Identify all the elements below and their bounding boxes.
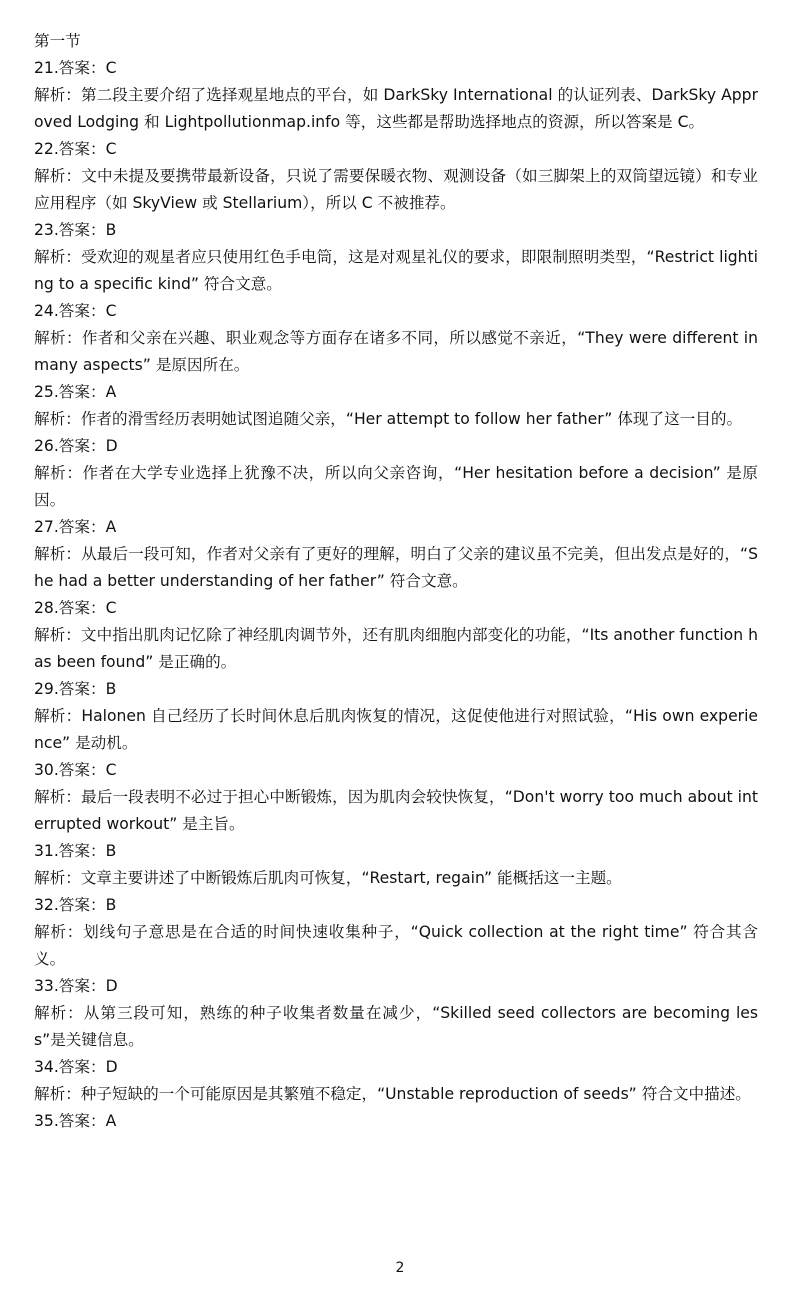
explanation-22: 解析：文中未提及要携带最新设备，只说了需要保暖衣物、观测设备（如三脚架上的双筒望远镜）和专业应用程序（如 SkyView 或 Stellarium），所以 C 不被推荐。 [34, 167, 758, 212]
answer-27: 27.答案：A [34, 518, 117, 536]
page-number: 2 [395, 1260, 405, 1276]
answer-key-page [34, 28, 758, 1135]
explanation-33: 解析：从第三段可知，熟练的种子收集者数量在减少，“Skilled seed collectors are becoming less”是关键信息。 [34, 1004, 758, 1049]
explanation-27: 解析：从最后一段可知，作者对父亲有了更好的理解，明白了父亲的建议虽不完美，但出发点是好的，“She had a better understanding of her father” 符合文意。 [34, 545, 758, 590]
explanation-26: 解析：作者在大学专业选择上犹豫不决，所以向父亲咨询，“Her hesitation before a decision” 是原因。 [34, 464, 758, 509]
explanation-23: 解析：受欢迎的观星者应只使用红色手电筒，这是对观星礼仪的要求，即限制照明类型，“Restrict lighting to a specific kind” 符合文意。 [34, 248, 758, 293]
explanation-30: 解析：最后一段表明不必过于担心中断锻炼，因为肌肉会较快恢复，“Don't worry too much about interrupted workout” 是主旨。 [34, 788, 758, 833]
answer-35: 35.答案：A [34, 1112, 117, 1130]
explanation-28: 解析：文中指出肌肉记忆除了神经肌肉调节外，还有肌肉细胞内部变化的功能，“Its another function has been found” 是正确的。 [34, 626, 758, 671]
answer-31: 31.答案：B [34, 842, 117, 860]
answer-21: 21.答案：C [34, 59, 117, 77]
answer-25: 25.答案：A [34, 383, 117, 401]
answer-32: 32.答案：B [34, 896, 117, 914]
explanation-31: 解析：文章主要讲述了中断锻炼后肌肉可恢复，“Restart, regain” 能概括这一主题。 [34, 869, 622, 887]
answer-28: 28.答案：C [34, 599, 117, 617]
explanation-21: 解析：第二段主要介绍了选择观星地点的平台，如 DarkSky International 的认证列表、DarkSky Approved Lodging 和 Lightpollutionmap.info 等，这些都是帮助选择地点的资源，所以答案是 C。 [34, 86, 758, 131]
answer-24: 24.答案：C [34, 302, 117, 320]
answer-33: 33.答案：D [34, 977, 118, 995]
explanation-25: 解析：作者的滑雪经历表明她试图追随父亲，“Her attempt to follow her father” 体现了这一目的。 [34, 410, 743, 428]
explanation-34: 解析：种子短缺的一个可能原因是其繁殖不稳定，“Unstable reproduction of seeds” 符合文中描述。 [34, 1085, 751, 1103]
answer-23: 23.答案：B [34, 221, 117, 239]
answer-26: 26.答案：D [34, 437, 118, 455]
section-title: 第一节 [34, 32, 81, 50]
explanation-32: 解析：划线句子意思是在合适的时间快速收集种子，“Quick collection at the right time” 符合其含义。 [34, 923, 758, 968]
answer-30: 30.答案：C [34, 761, 117, 779]
explanation-29: 解析：Halonen 自己经历了长时间休息后肌肉恢复的情况，这促使他进行对照试验，“His own experience” 是动机。 [34, 707, 758, 752]
answer-34: 34.答案：D [34, 1058, 118, 1076]
answer-22: 22.答案：C [34, 140, 117, 158]
explanation-24: 解析：作者和父亲在兴趣、职业观念等方面存在诸多不同，所以感觉不亲近，“They were different in many aspects” 是原因所在。 [34, 329, 758, 374]
answer-29: 29.答案：B [34, 680, 117, 698]
